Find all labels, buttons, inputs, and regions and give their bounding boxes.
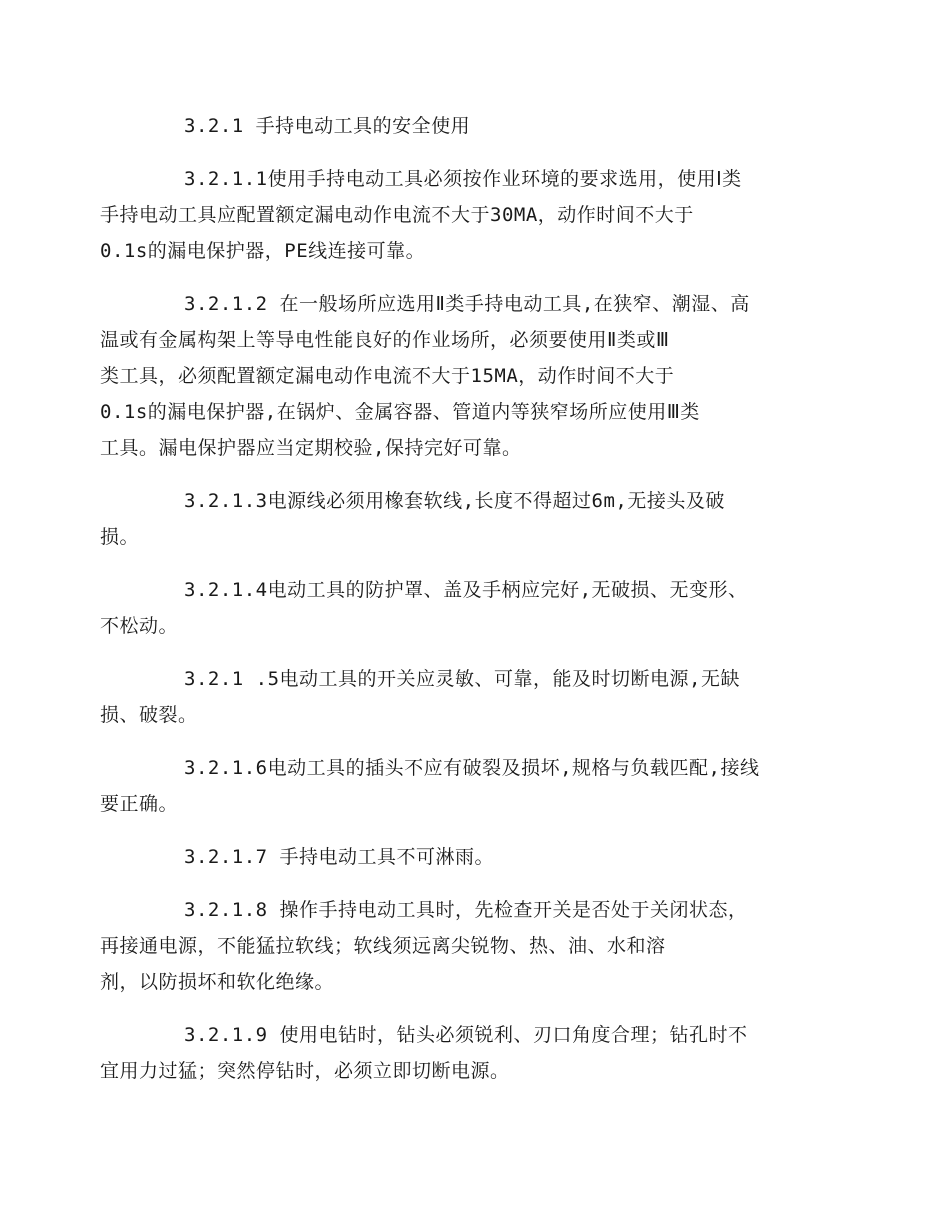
text-line: 3.2.1 .5电动工具的开关应灵敏、可靠，能及时切断电源,无缺 [184,668,740,690]
text-line: 3.2.1.3电源线必须用橡套软线,长度不得超过6m,无接头及破 [184,490,725,512]
paragraph-3-2-1-9 [100,1017,812,1089]
text-line: 3.2.1.8 操作手持电动工具时，先检查开关是否处于关闭状态， [184,899,748,921]
text-line: 不松动。 [100,615,179,637]
paragraph-3-2-1-2 [100,286,812,466]
text-line: 3.2.1.7 手持电动工具不可淋雨。 [184,846,495,868]
section-heading [142,108,812,144]
text-line: 工具。漏电保护器应当定期校验,保持完好可靠。 [100,437,522,459]
paragraph-3-2-1-1 [100,161,812,269]
paragraph-3-2-1-4 [100,572,812,644]
paragraph-3-2-1-5 [100,661,812,733]
text-line: 3.2.1.4电动工具的防护罩、盖及手柄应完好,无破损、无变形、 [184,579,748,601]
text-line: 类工具，必须配置额定漏电动作电流不大于15MA，动作时间不大于 [100,365,675,387]
text-line: 温或有金属构架上等导电性能良好的作业场所，必须要使用Ⅱ类或Ⅲ [100,329,670,351]
text-line: 3.2.1.1使用手持电动工具必须按作业环境的要求选用，使用Ⅰ类 [184,168,742,190]
text-line: 3.2.1.6电动工具的插头不应有破裂及损坏,规格与负载匹配,接线 [184,757,760,779]
document-body [100,108,812,1106]
text-line: 3.2.1.2 在一般场所应选用Ⅱ类手持电动工具,在狭窄、潮湿、高 [184,293,750,315]
text-line: 0.1s的漏电保护器，PE线连接可靠。 [100,240,426,262]
text-line: 3.2.1.9 使用电钻时，钻头必须锐利、刃口角度合理；钻孔时不 [184,1024,748,1046]
text-line: 损。 [100,526,140,548]
paragraph-3-2-1-3 [100,483,812,555]
text-line: 0.1s的漏电保护器,在锅炉、金属容器、管道内等狭窄场所应使用Ⅲ类 [100,401,700,423]
text-line: 手持电动工具应配置额定漏电动作电流不大于30MA，动作时间不大于 [100,204,694,226]
paragraph-3-2-1-8 [100,892,812,1000]
text-line: 损、破裂。 [100,704,198,726]
text-line: 再接通电源，不能猛拉软线；软线须远离尖锐物、热、油、水和溶 [100,935,666,957]
paragraph-3-2-1-6 [100,750,812,822]
text-line: 要正确。 [100,793,179,815]
paragraph-3-2-1-7 [142,839,812,875]
text-line: 3.2.1 手持电动工具的安全使用 [184,115,471,137]
text-line: 宜用力过猛；突然停钻时，必须立即切断电源。 [100,1060,510,1082]
text-line: 剂，以防损坏和软化绝缘。 [100,971,335,993]
